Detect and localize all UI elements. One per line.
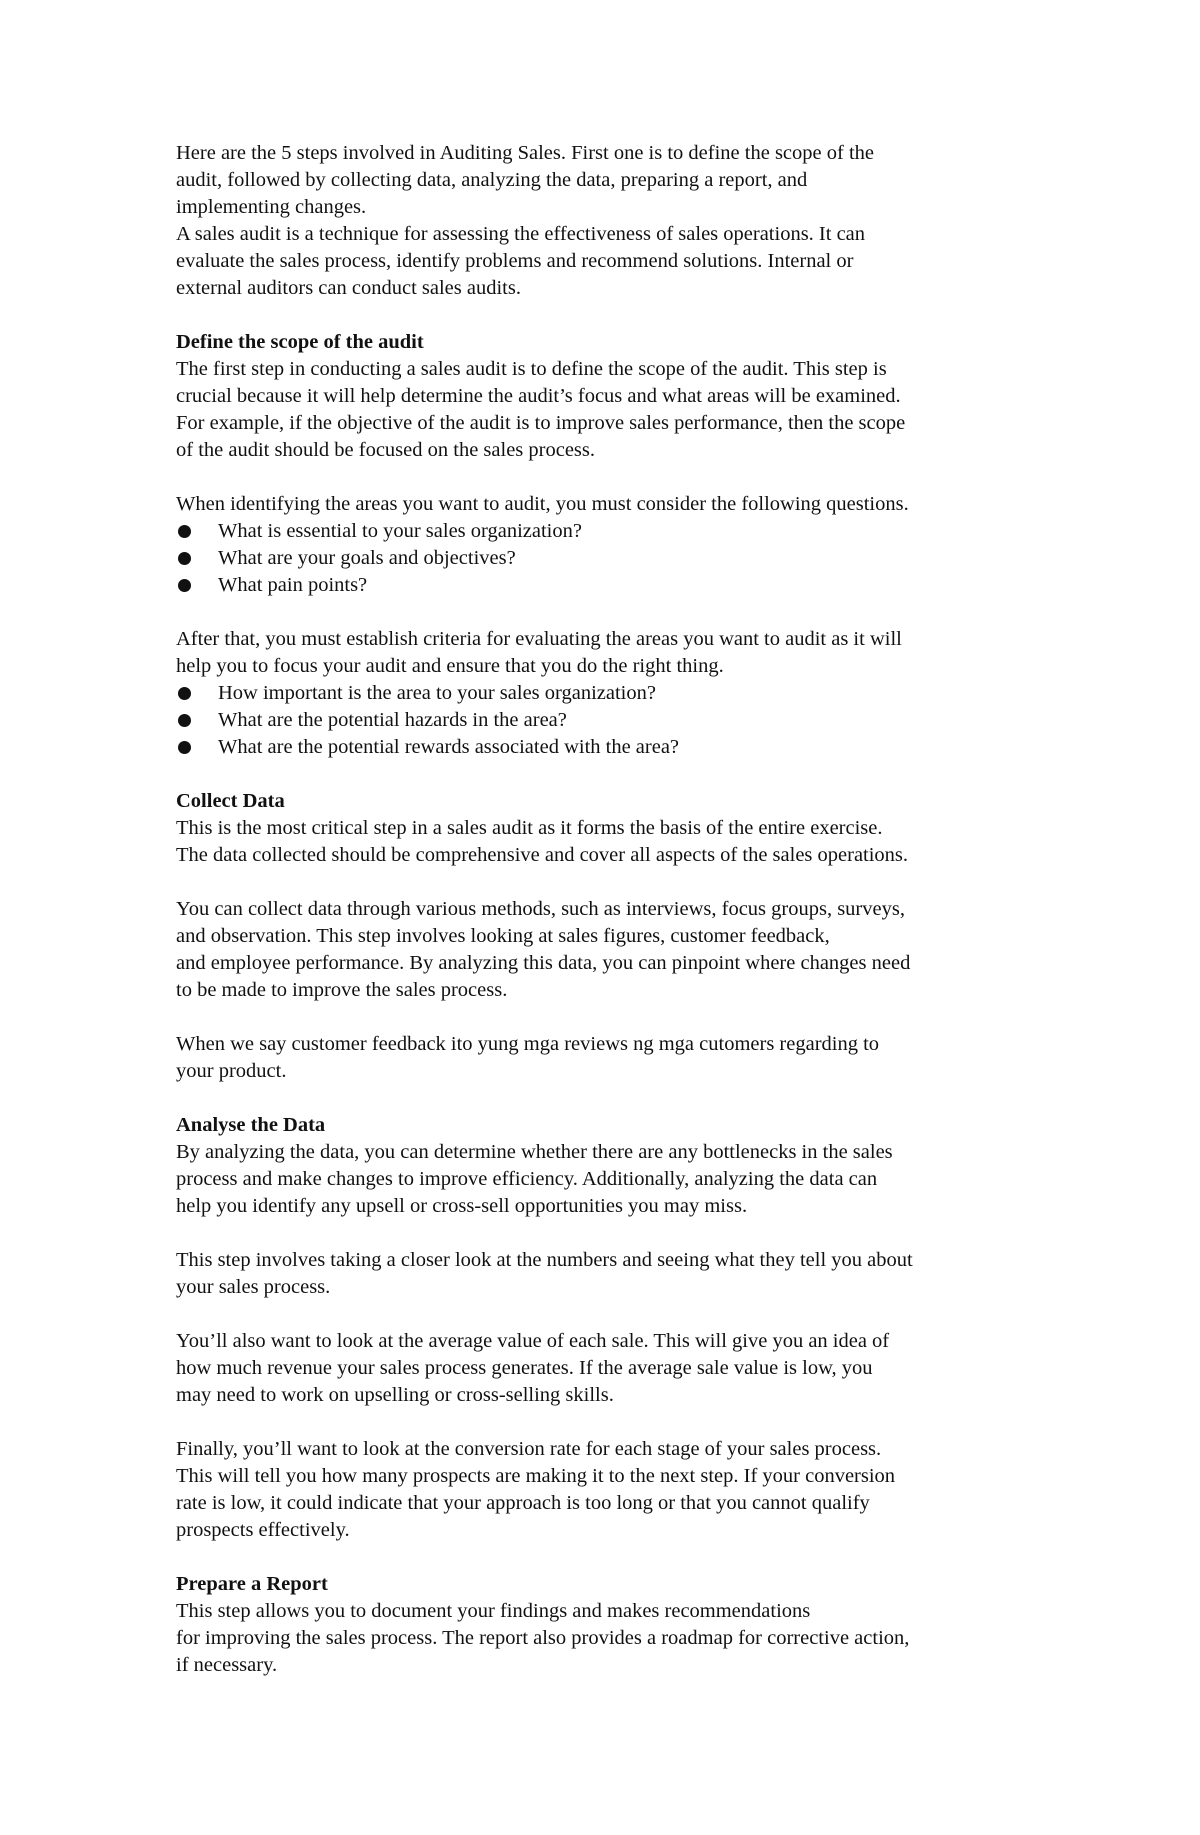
text-line: may need to work on upselling or cross-selling skills. — [176, 1384, 614, 1406]
text-line: process and make changes to improve efficiency. Additionally, analyzing the data can — [176, 1168, 878, 1190]
section-heading-scope: Define the scope of the audit — [176, 331, 424, 353]
text-line: The data collected should be comprehensive and cover all aspects of the sales operations. — [176, 844, 909, 866]
paragraph-gap — [176, 599, 1056, 626]
text-line: This is the most critical step in a sales audit as it forms the basis of the entire exercise. — [176, 817, 883, 839]
text-line: help you identify any upsell or cross-sell opportunities you may miss. — [176, 1195, 748, 1217]
text-line: Here are the 5 steps involved in Auditing Sales. First one is to define the scope of the — [176, 142, 874, 164]
text-line: if necessary. — [176, 1654, 278, 1676]
collect-paragraph-1 — [176, 815, 1056, 869]
list-item — [176, 680, 1056, 707]
text-line: your sales process. — [176, 1276, 331, 1298]
text-line: By analyzing the data, you can determine whether there are any bottlenecks in the sales — [176, 1141, 893, 1163]
analyse-paragraph-4 — [176, 1436, 1056, 1544]
text-line: prospects effectively. — [176, 1519, 350, 1541]
bullet-icon — [178, 741, 191, 754]
text-line: The first step in conducting a sales audit is to define the scope of the audit. This step is — [176, 358, 887, 380]
scope-paragraph-3 — [176, 626, 1056, 680]
scope-criteria-list — [176, 680, 1056, 761]
bullet-icon — [178, 552, 191, 565]
text-line: external auditors can conduct sales audits. — [176, 277, 521, 299]
list-item-text: What are the potential rewards associated with the area? — [218, 736, 680, 758]
text-line: and employee performance. By analyzing this data, you can pinpoint where changes need — [176, 952, 911, 974]
report-paragraph-1 — [176, 1598, 1056, 1679]
paragraph-gap — [176, 1301, 1056, 1328]
bullet-icon — [178, 714, 191, 727]
paragraph-gap — [176, 1409, 1056, 1436]
section-heading-analyse: Analyse the Data — [176, 1114, 326, 1136]
text-line: You can collect data through various methods, such as interviews, focus groups, surveys, — [176, 898, 905, 920]
scope-questions-list — [176, 518, 1056, 599]
paragraph-gap — [176, 464, 1056, 491]
list-item — [176, 545, 1056, 572]
text-line: evaluate the sales process, identify problems and recommend solutions. Internal or — [176, 250, 854, 272]
bullet-icon — [178, 579, 191, 592]
list-item — [176, 572, 1056, 599]
text-line: A sales audit is a technique for assessing the effectiveness of sales operations. It can — [176, 223, 866, 245]
intro-paragraph — [176, 140, 1056, 302]
paragraph-gap — [176, 1085, 1056, 1112]
text-line: This step allows you to document your findings and makes recommendations — [176, 1600, 811, 1622]
text-line: You’ll also want to look at the average value of each sale. This will give you an idea of — [176, 1330, 890, 1352]
text-line: of the audit should be focused on the sales process. — [176, 439, 596, 461]
text-line: Finally, you’ll want to look at the conversion rate for each stage of your sales process. — [176, 1438, 882, 1460]
paragraph-gap — [176, 869, 1056, 896]
section-heading-collect: Collect Data — [176, 790, 285, 812]
paragraph-gap — [176, 1544, 1056, 1571]
scope-paragraph-1 — [176, 356, 1056, 464]
text-line: This will tell you how many prospects are making it to the next step. If your conversion — [176, 1465, 896, 1487]
paragraph-gap — [176, 761, 1056, 788]
paragraph-gap — [176, 1004, 1056, 1031]
text-line: This step involves taking a closer look at the numbers and seeing what they tell you about — [176, 1249, 913, 1271]
text-line: how much revenue your sales process generates. If the average sale value is low, you — [176, 1357, 873, 1379]
list-item — [176, 518, 1056, 545]
text-line: For example, if the objective of the audit is to improve sales performance, then the scope — [176, 412, 906, 434]
list-item-text: What is essential to your sales organization? — [218, 520, 582, 542]
analyse-paragraph-3 — [176, 1328, 1056, 1409]
paragraph-gap — [176, 1220, 1056, 1247]
text-line: to be made to improve the sales process. — [176, 979, 508, 1001]
list-item-text: What pain points? — [218, 574, 368, 596]
bullet-icon — [178, 687, 191, 700]
analyse-paragraph-2 — [176, 1247, 1056, 1301]
section-heading-report: Prepare a Report — [176, 1573, 328, 1595]
text-line: and observation. This step involves looking at sales figures, customer feedback, — [176, 925, 830, 947]
text-line: audit, followed by collecting data, analyzing the data, preparing a report, and — [176, 169, 808, 191]
text-line: for improving the sales process. The report also provides a roadmap for corrective action, — [176, 1627, 910, 1649]
collect-paragraph-3 — [176, 1031, 1056, 1085]
collect-paragraph-2 — [176, 896, 1056, 1004]
text-line: When we say customer feedback ito yung mga reviews ng mga cutomers regarding to — [176, 1033, 880, 1055]
text-line: help you to focus your audit and ensure that you do the right thing. — [176, 655, 724, 677]
text-line: After that, you must establish criteria for evaluating the areas you want to audit as it will — [176, 628, 902, 650]
text-line: implementing changes. — [176, 196, 367, 218]
text-line: your product. — [176, 1060, 287, 1082]
list-item-text: What are your goals and objectives? — [218, 547, 516, 569]
list-item-text: How important is the area to your sales organization? — [218, 682, 656, 704]
text-line: rate is low, it could indicate that your approach is too long or that you cannot qualify — [176, 1492, 870, 1514]
text-line: crucial because it will help determine the audit’s focus and what areas will be examined. — [176, 385, 901, 407]
scope-questions-intro: When identifying the areas you want to audit, you must consider the following questions. — [176, 493, 909, 515]
analyse-paragraph-1 — [176, 1139, 1056, 1220]
bullet-icon — [178, 525, 191, 538]
list-item — [176, 707, 1056, 734]
list-item-text: What are the potential hazards in the area? — [218, 709, 567, 731]
paragraph-gap — [176, 302, 1056, 329]
document-page — [176, 140, 1056, 1679]
list-item — [176, 734, 1056, 761]
